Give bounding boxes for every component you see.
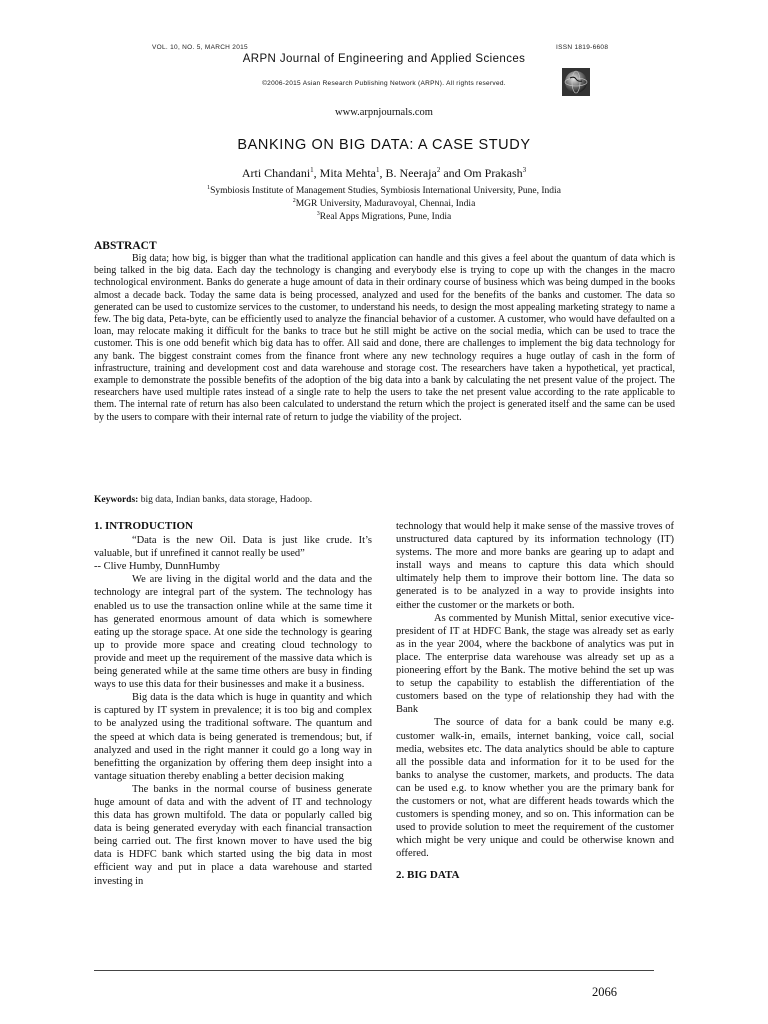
author-name: B. Neeraja [385, 166, 437, 180]
right-column [396, 520, 674, 884]
body-paragraph: technology that would help it make sense of the massive troves of unstructured data captured by its information technology (IT) systems. The more and more banks are gearing up to adapt and install ways and means to capture this data which should ultimately help them to improve their bottom line. The data so generated is to be analyzed in a way to provide insights into either the customer or the markets or both. [396, 521, 674, 611]
journal-name: ARPN Journal of Engineering and Applied Sciences [242, 53, 526, 65]
author-separator: , [379, 166, 386, 180]
issn: ISSN 1819-6608 [556, 44, 609, 51]
body-paragraph: The banks in the normal course of business generate huge amount of data and with the advent of IT and technology this data has grown multifold. The data or popularly called big data is being generated everyday with each financial transaction being carried out. The first known mover to have used the big data is HDFC bank which started using the big data in most efficient way and put in place a data warehouse and started investing in [94, 783, 372, 887]
affiliation [0, 185, 768, 196]
left-column [94, 520, 372, 888]
keywords-label: Keywords: [94, 495, 139, 505]
section-heading-big-data: 2. BIG DATA [396, 869, 460, 882]
footer-divider [94, 970, 654, 971]
body-paragraph: As commented by Munish Mittal, senior executive vice-president of IT at HDFC Bank, the stage was already set as early as in the year 2004, where the backbone of analytics was put in place. The enterprise data warehouse was already set up as a pioneering effort by the Bank. The motive behind the set up was to setup the capability to establish the differentiation of the customers based on the type of relationship they had with the Bank [396, 612, 674, 716]
globe-logo-icon [562, 68, 590, 96]
paper-title: BANKING ON BIG DATA: A CASE STUDY [237, 137, 531, 153]
copyright-notice: ©2006-2015 Asian Research Publishing Network (ARPN). All rights reserved. [262, 80, 506, 87]
epigraph-quote: “Data is the new Oil. Data is just like crude. It’s valuable, but if unrefined it cannot really be used” [94, 535, 372, 560]
author-name: Om Prakash [463, 166, 523, 180]
author-list [0, 166, 768, 181]
affiliation-text: Symbiosis Institute of Management Studies, Symbiosis International University, Pune, India [210, 186, 561, 197]
author-affiliation-mark: 3 [522, 166, 527, 174]
journal-website: www.arpnjournals.com [335, 107, 433, 118]
section-heading-introduction: 1. INTRODUCTION [94, 520, 194, 532]
page-number: 2066 [592, 985, 617, 999]
affiliation-mark: 2 [292, 198, 296, 204]
body-paragraph: Big data is the data which is huge in quantity and which is captured by IT system in prevalence; it is too big and complex to be analyzed using the traditional software. The quantum and the speed at which data is being generated is tremendous; but, if analyzed and used in the right manner it could go a long way in benefitting the organization by offering them deep insight into a vantage situation thereby enabling a better decision making [94, 692, 372, 782]
author-name: Arti Chandani [241, 166, 311, 180]
affiliation-text: MGR University, Maduravoyal, Chennai, India [295, 199, 476, 210]
affiliation [0, 211, 768, 222]
body-paragraph: The source of data for a bank could be many e.g. customer walk-in, emails, internet banking, voice call, social media, websites etc. The data analytics should be able to capture all the possible data and information for it to be used for the banks to analyse the customer, markets, and products. The data can be used e.g. to know whether you are the primary bank for the customers or not, what are different heads towards which the customers is spending money, and so on. This information can be used to provide solution to meet the requirement of the customer which might be very unique and could be otherwise known and offered. [396, 717, 674, 860]
epigraph-author: -- Clive Humby, DunnHumby [94, 561, 220, 573]
affiliation [0, 198, 768, 209]
volume-info: VOL. 10, NO. 5, MARCH 2015 [152, 44, 248, 51]
author-separator: , [313, 166, 320, 180]
author-separator: and [440, 166, 464, 180]
affiliation-text: Real Apps Migrations, Pune, India [319, 212, 452, 223]
author-affiliation-mark: 2 [436, 166, 441, 174]
abstract-text: Big data; how big, is bigger than what the traditional application can handle and this gives a feel about the quantum of data which is being talked in the big data. Each day the technology is changing and everybody else is trying to cope up with the changes in the macro technological environment. Banks do generate a huge amount of data in their ordinary course of business which was being dumped in the books almost a decade back. Today the same data is being processed, analyzed and used for the benefits of the banks and customer. The data so generated can be used to customize services to the customer, to understand his needs, to design the most appealing marketing strategy to name a few. The big data, Peta-byte, can be efficiently used to analyze the financial behavior of a customer. A customer, who would have defaulted on a loan, may relocate making it difficult for the banks to trace but he still might be active on the social media, which can be used to trace the customer. This is one odd benefit which big data has to offer. All said and done, there are challenges to implement the big data technology for any bank. The biggest constraint comes from the finance front where any new technology requires a huge outlay of cash in the form of infrastructure, training and development cost and data warehouse and storage cost. The researchers have taken a hypothetical, yet practical, example to demonstrate the possible benefits of the adoption of the big data into a bank by calculating the net present value of the project. The researchers have used multiple rates instead of a single rate to help the users to take the net present value according to the rate applicable to them. The internal rate of return has also been calculated to understand the return which the project is generated itself and the same can be used by the users to compare with their internal rate of return to judge the viability of the project. [94, 253, 675, 423]
author-affiliation-mark: 1 [310, 166, 314, 174]
author-affiliation-mark: 1 [376, 166, 380, 174]
keywords [94, 495, 675, 505]
abstract-heading: ABSTRACT [94, 240, 157, 252]
affiliation-mark: 1 [207, 185, 211, 191]
author-name: Mita Mehta [319, 166, 376, 180]
affiliation-mark: 3 [316, 211, 320, 217]
body-paragraph: We are living in the digital world and the data and the technology are integral part of the system. The technology has enabled us to use the transaction online while at the same time it has generated enormous amount of data which is somewhere eating up the storage space. At one side the technology is gearing up to provide more space and creating cloud technology to provide and meet up the requirement of the massive data which is being generated while at the same time others are busy in finding ways to use this data for their businesses and make it a business. [94, 574, 372, 691]
keywords-list: big data, Indian banks, data storage, Hadoop. [140, 495, 313, 505]
